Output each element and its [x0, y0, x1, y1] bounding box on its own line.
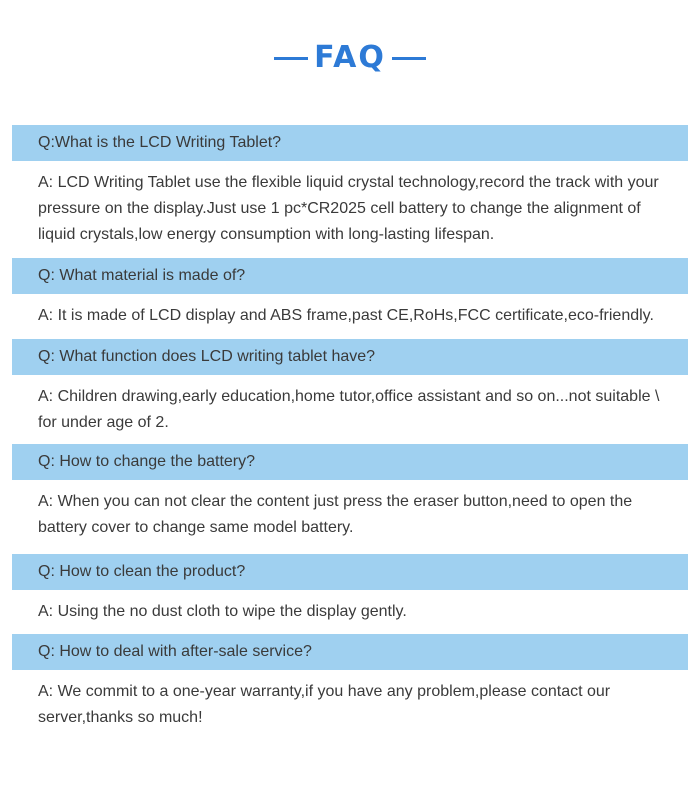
question-text: Q: What function does LCD writing tablet have? — [38, 348, 376, 365]
page-title: FAQ — [314, 40, 386, 75]
answer-text: A: It is made of LCD display and ABS frame,past CE,RoHs,FCC certificate,eco-friendly. — [38, 307, 654, 324]
faq-item-5 — [12, 554, 688, 625]
title-right-rule — [392, 57, 426, 60]
question-bar — [12, 258, 688, 294]
answer-text: A: LCD Writing Tablet use the flexible liquid crystal technology,record the track with your pressure on the display.Just use 1 pc*CR2025 cell battery to change the alignment of liquid crystals,low energy consumption with long-lasting lifespan. — [38, 174, 659, 243]
title-left-rule — [274, 57, 308, 60]
question-bar — [12, 339, 688, 375]
question-text: Q:What is the LCD Writing Tablet? — [38, 134, 282, 151]
faq-item-2 — [12, 258, 688, 329]
question-text: Q: How to change the battery? — [38, 453, 256, 470]
question-bar — [12, 125, 688, 161]
answer-text: A: Using the no dust cloth to wipe the display gently. — [38, 603, 407, 620]
faq-item-6 — [12, 634, 688, 731]
question-bar — [12, 554, 688, 590]
question-bar — [12, 444, 688, 480]
question-bar — [12, 634, 688, 670]
answer-text: A: Children drawing,early education,home tutor,office assistant and so on...not suitable \ for under age of 2. — [38, 388, 660, 431]
question-text: Q: How to deal with after-sale service? — [38, 643, 312, 660]
answer-text: A: When you can not clear the content just press the eraser button,need to open the battery cover to change same model battery. — [38, 493, 633, 536]
question-text: Q: How to clean the product? — [38, 563, 246, 580]
faq-item-1 — [12, 125, 688, 248]
faq-item-4 — [12, 444, 688, 541]
answer-text: A: We commit to a one-year warranty,if you have any problem,please contact our server,thanks so much! — [38, 683, 611, 726]
question-text: Q: What material is made of? — [38, 267, 246, 284]
faq-header — [0, 40, 700, 76]
faq-item-3 — [12, 339, 688, 436]
